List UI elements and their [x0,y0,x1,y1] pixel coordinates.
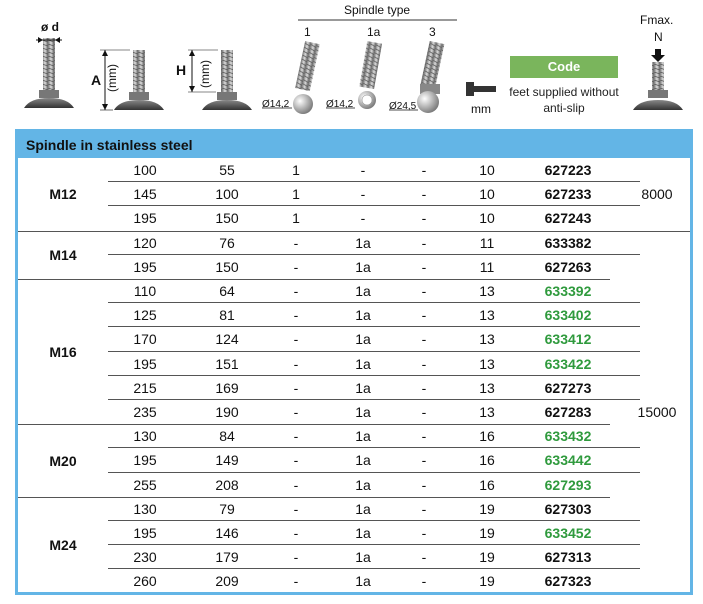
table-row [18,521,690,545]
table-row [18,473,690,497]
cell-code: 633442 [544,452,592,469]
cell-t1: - [293,379,299,396]
cell-h: 76 [219,234,235,251]
cell-mm: 19 [479,549,495,566]
cell-h: 151 [215,355,239,372]
cell-h: 79 [219,500,235,517]
spindle-type-title: Spindle type [344,3,411,17]
spindle-size-label: M24 [49,537,77,554]
table-row [18,158,690,182]
cell-mm: 19 [479,500,495,517]
cell-a: 130 [133,500,157,517]
table-row [18,569,690,593]
cell-h: 81 [219,307,235,324]
cell-h: 84 [219,428,235,445]
cell-mm: 11 [479,258,495,275]
spindle-table [15,129,693,595]
cell-a: 130 [133,428,157,445]
product-header [0,0,703,127]
ball-3-diameter: Ø24,5 [389,101,417,112]
cell-t1a: 1a [355,234,371,251]
cell-a: 255 [133,476,157,493]
table-row [18,376,690,400]
cell-t1a: 1a [355,258,371,275]
cell-mm: 10 [479,186,495,203]
cell-t3: - [421,549,427,566]
cell-mm: 19 [479,573,495,590]
cell-t1a: 1a [355,331,371,348]
cell-code: 633452 [544,525,592,541]
cell-code: 633402 [544,307,592,324]
table-row [18,255,690,279]
cell-a: 120 [133,234,157,251]
cell-mm: 11 [479,234,495,251]
fmax-value: 15000 [637,404,677,421]
ball-1a-diameter: Ø14,2 [326,99,354,110]
cell-code: 627233 [544,186,592,203]
cell-code: 627223 [544,162,592,178]
cell-t1: 1 [292,186,300,203]
cell-code: 627323 [544,573,592,590]
cell-t3: - [421,283,427,299]
cell-t3: - [421,258,427,275]
cell-a: 100 [133,162,157,178]
cell-h: 149 [215,452,239,469]
cell-t3: - [421,428,427,445]
table-row [18,424,690,448]
cell-a: 145 [133,186,157,203]
cell-t1: - [293,307,299,324]
cell-a: 260 [133,573,157,590]
cell-t3: - [421,379,427,396]
cell-t1a: - [360,186,366,203]
foot-diameter-icon [24,37,74,108]
cell-a: 195 [133,210,157,227]
spindle-type-1a-label: 1a [367,25,381,39]
cell-mm: 10 [479,210,495,227]
cell-t1a: 1a [355,355,371,372]
cell-h: 208 [215,476,239,493]
cell-a: 215 [133,379,157,396]
cell-t1a: 1a [355,549,371,566]
wrench-icon [466,82,496,96]
cell-code: 627273 [544,379,592,396]
h-unit-label: (mm) [198,60,212,88]
spindle-size-label: M14 [49,246,77,263]
cell-code: 633412 [544,331,592,348]
diameter-label: ø d [41,20,59,34]
cell-t3: - [421,404,427,420]
cell-t1: 1 [292,162,300,178]
cell-mm: 16 [479,476,495,493]
cell-t3: - [421,500,427,517]
cell-mm: 16 [479,428,495,445]
cell-t1: 1 [292,210,300,227]
table-row [18,303,690,327]
wrench-unit-label: mm [471,102,491,116]
spindle-size-label: M16 [49,343,77,360]
code-note: feet supplied without anti-slip [509,85,619,115]
cell-t1a: 1a [355,476,371,493]
cell-t1: - [293,234,299,251]
cell-t3: - [421,476,427,493]
cell-t1: - [293,331,299,348]
cell-h: 55 [219,162,235,178]
cell-h: 64 [219,283,235,299]
cell-code: 633432 [544,428,592,445]
cell-mm: 16 [479,452,495,469]
cell-mm: 19 [479,525,495,541]
table-row [18,497,690,521]
cell-t1: - [293,452,299,469]
a-unit-label: (mm) [105,64,119,92]
table-row [18,327,690,351]
table-row [18,231,690,255]
cell-a: 195 [133,258,157,275]
cell-t1: - [293,525,299,541]
section-title: Spindle in stainless steel [26,137,193,153]
cell-t1a: 1a [355,379,371,396]
cell-t3: - [421,234,427,251]
cell-a: 230 [133,549,157,566]
cell-h: 146 [215,525,239,541]
h-label: H [176,62,187,78]
cell-t3: - [421,452,427,469]
cell-mm: 13 [479,283,495,299]
cell-code: 633392 [544,283,592,299]
cell-a: 195 [133,525,157,541]
table-row [18,400,690,424]
cell-t1: - [293,355,299,372]
cell-a: 125 [133,307,157,324]
cell-a: 195 [133,355,157,372]
cell-t1a: - [360,210,366,227]
cell-t1a: 1a [355,525,371,541]
cell-t1: - [293,573,299,590]
spindle-type-1-label: 1 [304,25,311,39]
cell-h: 100 [215,186,239,203]
cell-t1: - [293,258,299,275]
cell-t3: - [421,355,427,372]
cell-h: 150 [215,258,239,275]
cell-t3: - [421,331,427,348]
cell-code: 633422 [544,355,592,372]
spindle-size-label: M12 [49,186,77,203]
cell-t1a: 1a [355,428,371,445]
cell-h: 190 [215,404,239,420]
cell-a: 110 [133,283,157,299]
cell-t1: - [293,404,299,420]
table-row [18,352,690,376]
cell-t3: - [421,162,427,178]
table-row [18,206,690,230]
cell-t3: - [421,573,427,590]
foot-force-icon [633,49,683,110]
cell-a: 170 [133,331,157,348]
cell-t1a: 1a [355,452,371,469]
cell-code: 627293 [544,476,592,493]
cell-mm: 13 [479,404,495,420]
table-row [18,545,690,569]
cell-t1a: 1a [355,307,371,324]
cell-t1a: 1a [355,283,371,299]
code-header: Code [510,56,618,78]
table-row [18,448,690,472]
cell-t1: - [293,283,299,299]
cell-code: 627283 [544,404,592,420]
cell-a: 235 [133,404,157,420]
cell-code: 627303 [544,500,592,517]
cell-mm: 13 [479,355,495,372]
cell-t3: - [421,186,427,203]
cell-code: 627263 [544,258,592,275]
ball-1-diameter: Ø14,2 [262,99,290,110]
cell-t1: - [293,549,299,566]
cell-code: 633382 [544,234,592,251]
cell-h: 124 [215,331,239,348]
cell-mm: 10 [479,162,495,178]
section-band [18,132,690,158]
spindle-type-3-label: 3 [429,25,436,39]
cell-t1a: - [360,162,366,178]
cell-t1: - [293,500,299,517]
cell-a: 195 [133,452,157,469]
cell-h: 209 [215,573,239,590]
cell-t1: - [293,428,299,445]
cell-t1a: 1a [355,573,371,590]
cell-mm: 13 [479,331,495,348]
fmax-value: 8000 [641,186,673,203]
table-row [18,279,690,303]
cell-h: 179 [215,549,239,566]
cell-t3: - [421,525,427,541]
cell-h: 150 [215,210,239,227]
cell-t1a: 1a [355,500,371,517]
cell-t3: - [421,210,427,227]
cell-t1a: 1a [355,404,371,420]
cell-mm: 13 [479,379,495,396]
a-label: A [91,72,102,88]
fmax-label: Fmax. [640,13,674,27]
cell-t3: - [421,307,427,324]
cell-code: 627313 [544,549,592,566]
fmax-unit: N [654,30,663,44]
cell-h: 169 [215,379,239,396]
cell-mm: 13 [479,307,495,324]
cell-code: 627243 [544,210,592,227]
cell-t1: - [293,476,299,493]
spindle-size-label: M20 [49,452,77,469]
table-row [18,182,690,206]
